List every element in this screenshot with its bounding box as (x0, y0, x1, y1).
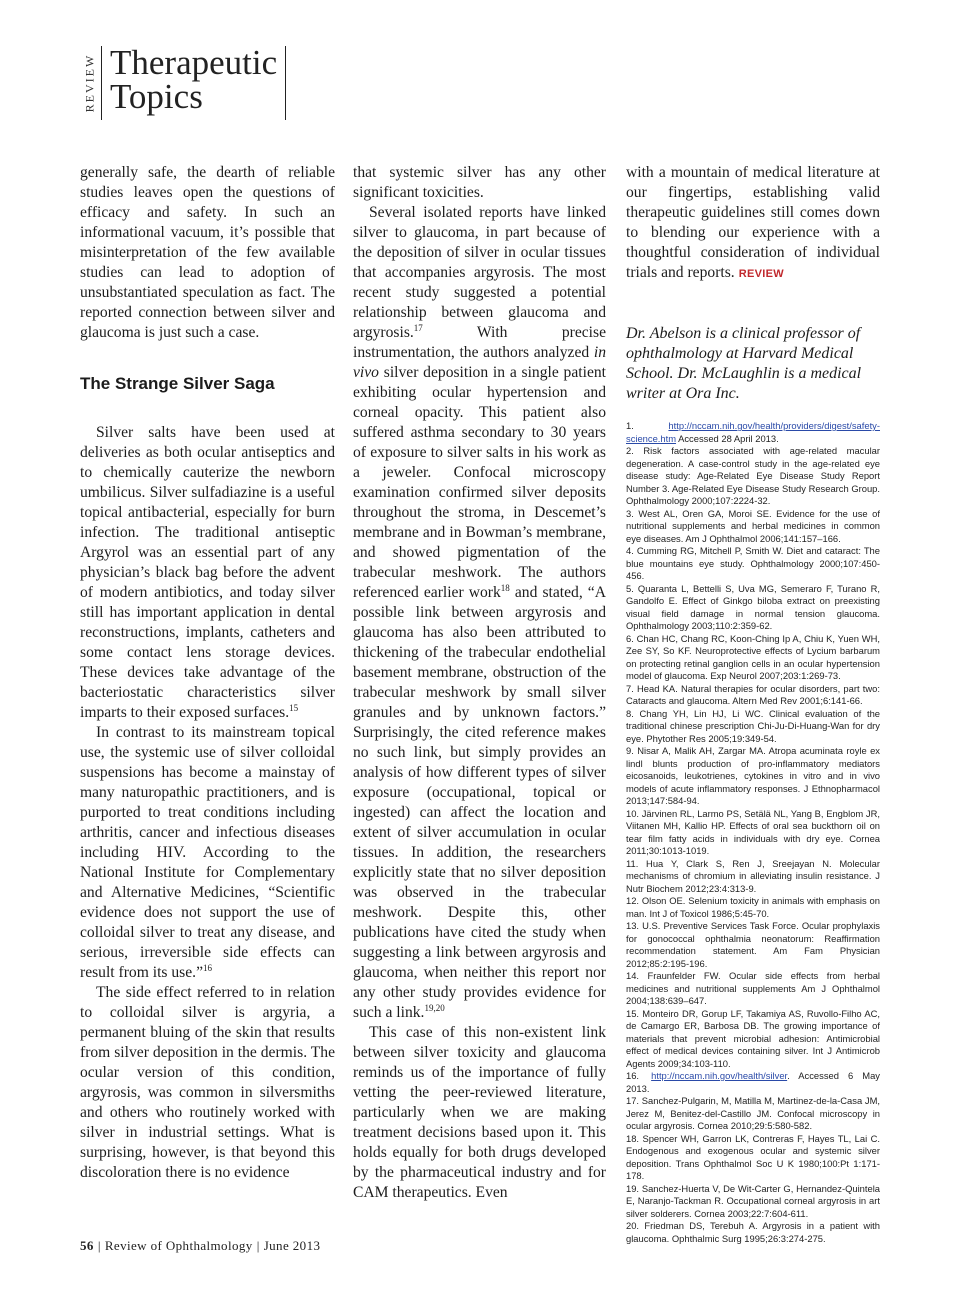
reference-item: 7. Head KA. Natural therapies for ocular disorders, part two: Cataracts and glaucoma. Altern Med Rev 2001;6:141-66. (626, 682, 880, 706)
reference-item: 13. U.S. Preventive Services Task Force. Ocular prophylaxis for gonococcal ophthalmia neonatorum: Reaffirmation recommendation statement. Am Fam Physician 2012;85:2:195-196. (626, 920, 880, 969)
title-divider (285, 46, 286, 120)
section-header (79, 43, 286, 120)
reference-item: 9. Nisar A, Malik AH, Zargar MA. Atropa acuminata royle ex lindl blunts production of pro-inflammatory mediators eicosanoids, leukotrienes, cytokines in vitro and in vivo models of acute inflammatory responses. J Ethnopharmacol 2013;147:584-94. (626, 745, 880, 806)
section-title-line2: Topics (110, 77, 203, 116)
paragraph: with a mountain of medical literature at our fingertips, establishing valid therapeutic guidelines still comes down to blending our experience with a thoughtful consideration of individual trials and reports. REVIEW (626, 164, 880, 281)
review-section-tag: REVIEW (79, 46, 102, 120)
reference-item: 5. Quaranta L, Bettelli S, Uva MG, Semeraro F, Turano R, Gandolfo E. Effect of Ginkgo biloba extract on preexisting visual field damage in normal tension glaucoma. Ophthalmology 2003;110:2:359-62. (626, 582, 880, 631)
reference-item: 8. Chang YH, Lin HJ, Li WC. Clinical evaluation of the traditional chinese prescription Chi-Ju-Di-Huang-Wan for dry eye. Phytother Res 2005;19:349-54. (626, 707, 880, 744)
reference-item: 2. Risk factors associated with age-related macular degeneration. A case-control study in the age-related eye disease study: Age-Related Eye Disease Study Report Number 3. Age-Related Eye Disease Study Research Group. Ophthalmology 2000;107:2224-32. (626, 445, 880, 506)
issue-date: June 2013 (263, 1238, 321, 1253)
reference-item: 18. Spencer WH, Garron LK, Contreras F, Hayes TL, Lai C. Endogenous and exogenous ocular and systemic silver deposition. Trans Ophthalmol Soc U K 1980;100:Pt 1:171-178. (626, 1132, 880, 1181)
citation-marker: 17 (413, 322, 423, 333)
reference-item: 17. Sanchez-Pulgarin, M, Matilla M, Martinez-de-la-Casa JM, Jerez M, Benitez-del-Castillo JM. Confocal microscopy in ocular argyrosis. Cornea 2010;29:5:580-582. (626, 1095, 880, 1131)
references-list (626, 420, 880, 1245)
journal-name: Review of Ophthalmology (104, 1238, 253, 1253)
reference-item: 19. Sanchez-Huerta V, De Wit-Carter G, Hernandez-Quintela E, Naranjo-Tackman R. Occupational corneal argyrosis in art silver solderers. Cornea 2003;22:7:604-611. (626, 1182, 880, 1219)
paragraph: generally safe, the dearth of reliable studies leaves open the questions of efficacy and safety. In such an informational vacuum, it’s possible that misinterpretation of the few available studies can lead to adoption of unsubstantiated speculation as fact. The reported connection between silver and glaucoma is just such a case. (80, 164, 335, 341)
paragraph: that systemic silver has any other significant toxicities. (353, 164, 606, 201)
reference-link[interactable]: http://nccam.nih.gov/health/silver (651, 1070, 788, 1081)
reference-link[interactable]: http://nccam.nih.gov/health/providers/digest/safety-science.htm (626, 420, 880, 444)
reference-item: 15. Monteiro DR, Gorup LF, Takamiya AS, Ruvollo-Filho AC, de Camargo ER, Barbosa DB. The growing importance of materials that prevent microbial adhesion: Antimicrobial effect of medical devices containing silver. Int J Antimicrob Agents 2009;34:103-110. (626, 1007, 880, 1069)
reference-item: 4. Cumming RG, Mitchell P, Smith W. Diet and cataract: The blue mountains eye study. Ophthalmology 2000;107:450-456. (626, 545, 880, 581)
citation-marker: 19,20 (424, 1002, 445, 1013)
page-footer (80, 1238, 320, 1254)
citation-marker: 16 (203, 962, 212, 973)
reference-item: 16. http://nccam.nih.gov/health/silver. Accessed 6 May 2013. (626, 1070, 880, 1094)
reference-item: 12. Olson OE. Selenium toxicity in animals with emphasis on man. Int J of Toxicol 1986;5:45-70. (626, 895, 880, 919)
reference-item: 14. Fraunfelder FW. Ocular side effects from herbal medicines and nutritional supplements Am J Ophthalmol 2004;138:639–647. (626, 970, 880, 1006)
section-title (102, 43, 285, 120)
reference-item: 6. Chan HC, Chang RC, Koon-Ching Ip A, Chiu K, Yuen WH, Zee SY, So KF. Neuroprotective effects of Lycium barbarum on protecting retinal ganglion cells in an ocular hypertension model of glaucoma. Exp Neurol 2007;203:1:269-73. (626, 632, 880, 681)
paragraph: Several isolated reports have linked silver to glaucoma, in part because of the deposition of silver in ocular tissues that accompanies argyrosis. The most recent study suggested a potential relationship between glaucoma and argyrosis.$^{17}$ With precise instrumentation, the authors analyzed in vivo silver deposition in a single patient exhibiting ocular hypertension and corneal opacity. This patient also suffered asthma secondary to 30 years of exposure to silver salts in his work as a jeweler. Confocal microscopy examination confirmed silver deposits throughout the stroma, in Descemet’s membrane and in Bowman’s membrane, and showed pigmentation of the trabecular meshwork. The authors referenced earlier work$^{18}$ and stated, “A possible link between argyrosis and glaucoma has also been attributed to thickening of the trabecular endothelial basement membrane, obstruction of the trabecular meshwork by small silver granules and by unknown factors.” Surprisingly, the cited reference makes no such link, but simply provides an analysis of how different types of silver exposure (occupational, topical or ingested) can affect the location and extent of silver accumulation in ocular tissues. In addition, the researchers explicitly state that no silver deposition was observed in the trabecular meshwork. Despite this, other publications have cited the study when suggesting a link between argyrosis and glaucoma, when neither this report nor any other study provides evidence for such a link.$^{19,20}$ (353, 204, 606, 1021)
article-column-2 (353, 163, 606, 1203)
page-number: 56 (80, 1238, 94, 1253)
author-bio: Dr. Abelson is a clinical professor of ophthalmology at Harvard Medical School. Dr. McLaughlin is a medical writer at Ora Inc. (626, 325, 862, 402)
reference-item: 20. Friedman DS, Terebuh A. Argyrosis in a patient with glaucoma. Ophthalmic Surg 1995;26:3:274-275. (626, 1220, 880, 1244)
reference-item: 3. West AL, Oren GA, Moroi SE. Evidence for the use of nutritional supplements and herbal medicines in common eye diseases. Am J Ophthalmol 2006;141:157–166. (626, 507, 880, 544)
article-column-1 (80, 163, 335, 1183)
section-heading: The Strange Silver Saga (80, 374, 275, 393)
section-title-line1: Therapeutic (110, 43, 278, 82)
citation-marker: 18 (500, 582, 510, 593)
footer-separator: | (97, 1238, 101, 1253)
reference-item: 11. Hua Y, Clark S, Ren J, Sreejayan N. Molecular mechanisms of chromium in alleviating insulin resistance. J Nutr Biochem 2012;23:4:313-9. (626, 857, 880, 894)
reference-item: 10. Järvinen RL, Larmo PS, Setälä NL, Yang B, Engblom JR, Viitanen MH, Kallio HP. Effects of oral sea buckthorn oil on tear film fatty acids in individuals with dry eye. Cornea 2011;30:1013-1019. (626, 807, 880, 856)
review-end-mark: REVIEW (738, 268, 784, 280)
citation-marker: 15 (289, 702, 299, 713)
paragraph: Silver salts have been used at deliveries as both ocular antiseptics and to chemically cauterize the newborn umbilicus. Silver sulfadiazine is a useful topical antibacterial, especially for burn infection. The traditional antiseptic Argyrol was an essential part of any physician’s black bag before the advent of modern antibiotics, and today silver still has important application in dental reconstructions, implants, catheters and some contact lens storage devices. These devices take advantage of the bacteriostatic characteristics silver imparts to their exposed surfaces.$^{15}$ (80, 424, 335, 721)
paragraph: This case of this non-existent link between silver toxicity and glaucoma reminds us of the importance of fully vetting the peer-reviewed literature, particularly when we are making treatment decisions based upon it. This holds equally for both drugs developed by the pharmaceutical industry and for CAM therapeutics. Even (353, 1024, 606, 1201)
footer-separator: | (256, 1238, 260, 1253)
paragraph: In contrast to its mainstream topical use, the systemic use of silver colloidal suspensions has become a mainstay of many naturopathic practitioners, and is purported to treat conditions including arthritis, cancer and infectious diseases including HIV. According to the National Institute for Complementary and Alternative Medicines, “Scientific evidence does not support the use of colloidal silver to treat any disease, and serious, irreversible side effects can result from its use.”$^{16}$ (80, 724, 335, 981)
reference-item: 1. http://nccam.nih.gov/health/providers/digest/safety-science.htm Accessed 28 April 2013. (626, 420, 880, 444)
article-column-3 (626, 163, 880, 1245)
italic-term: in vivo (353, 344, 606, 381)
paragraph: The side effect referred to in relation to colloidal silver is argyria, a permanent bluing of the skin that results from silver deposition in the dermis. The ocular version of this condition, argyrosis, was common in silversmiths and others who routinely worked with silver in industrial settings. What is surprising, however, is that beyond this discoloration there is no evidence (80, 984, 335, 1181)
